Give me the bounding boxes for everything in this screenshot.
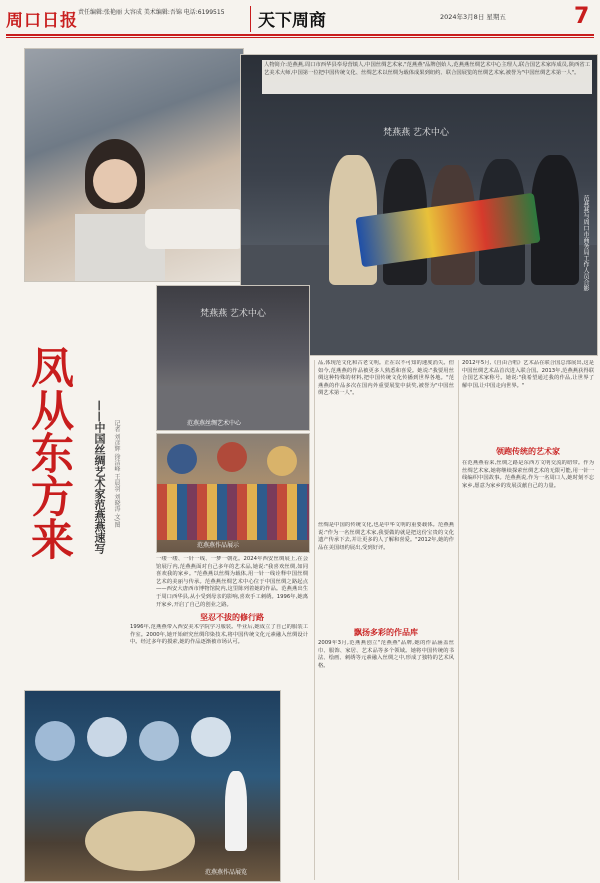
wall-logo: 梵燕燕 艺术中心 xyxy=(383,128,449,138)
body-column-c: 丝绸是中国的传统文化,也是中华文明的重要载体。范燕燕说:"作为一名丝绸艺术家,我要做的就是把这份宝贵的文化遗产传承下去,并让更多的人了解和喜爱。"2012年,她的作品在美国纽约展出,受到好评。 xyxy=(318,522,454,551)
body-column-b: 品,体现范文化和古老文明。正在以不可知的速度消失。但如今,范燕燕的作品被更多人熟悉和喜爱。她说:"我要用丝绸这种特殊的材料,把中国传统文化传播到世界各地。"范燕燕的作品多次在国内外重要展览中获奖,被誉为"中国丝绸艺术第一人"。 xyxy=(318,360,454,397)
body-column-f: 在范燕燕看来,丝绸之路是东西方文明交流的纽带。作为丝绸艺术家,她将继续探索丝绸艺术的无限可能,用一针一线编织中国故事。范燕燕说,作为一名周口人,她时刻不忘家乡,愿意为家乡的发展贡献自己的力量。 xyxy=(462,460,594,489)
column-divider-1 xyxy=(314,360,315,880)
body-column-e: 2012年5月,《自由合唱》艺术品在联合国总部展出,这是中国丝绸艺术品首次进入联合国。2013年,范燕燕获得联合国艺术家称号。她说:"我希望通过我的作品,让世界了解中国,让中国走向世界。" xyxy=(462,360,594,389)
article-headline: 凤从东方来 xyxy=(24,345,74,560)
photo-exhibition-hall xyxy=(24,690,281,882)
fan-decor-3 xyxy=(267,446,297,476)
scarf-rack xyxy=(157,484,309,540)
exhibit-plate-1 xyxy=(35,721,75,761)
header-divider xyxy=(250,6,251,32)
artist-face xyxy=(93,159,137,203)
artist-intro: 人物简介:范燕燕,周口市西华县奉母营镇人,中国丝绸艺术家,"范燕燕"品牌创始人,范燕燕丝绸艺术中心主理人,联合国艺术家库成员,陕西省工艺美术大师,中国第一位把中国传统文化、丝绸艺术以丝绸为载体成果到纽约、联合国展览的丝绸艺术家,被誉为"中国丝绸艺术第一人"。 xyxy=(262,60,592,94)
photo-caption-exhibition: 范燕燕作品展览 xyxy=(205,869,248,876)
photo-caption-gallery: 范燕燕丝绸艺术中心 xyxy=(187,420,242,427)
photo-gallery xyxy=(156,285,310,431)
exhibit-plate-4 xyxy=(191,717,231,757)
body-column-a: 一缕一缕、一针一线、一梦一朝花。2024年西安丝绸展上,在会馆展厅内,范燕燕面对自己多年的艺术品,她说:"我喜欢丝绸,如同喜欢我的家乡。"范燕燕以丝绸为载体,用一针一线诠释中国丝绸艺术的美丽与传承。范燕燕丝绸艺术中心位于中国丝绸之路起点——西安大唐西市博物馆院内,这里陈列着她的作品。范燕燕出生于周口西华县,从小受到母亲的影响,喜欢手工刺绣。1996年,她离开家乡,开启了自己的创业之路。 xyxy=(156,556,308,608)
article-byline: 记者 刘彦辉 徐洁峰 王晨羽 刘晓涛 文/图 xyxy=(113,420,120,528)
exhibit-floor-rug xyxy=(85,811,195,871)
section-head-3: 领跑传统的艺术家 xyxy=(496,447,560,456)
header-rule-thin xyxy=(6,37,594,38)
fan-decor-2 xyxy=(217,442,247,472)
section-head-1: 坚忍不拔的修行路 xyxy=(200,613,264,622)
editor-credits: 责任编辑:张艳丽 大容成 美术编辑:吾锦 电话:6199515 xyxy=(78,9,225,16)
article-subtitle: ——中国丝绸艺术家范燕燕速写 xyxy=(93,400,106,554)
fan-decor-1 xyxy=(167,444,197,474)
header-rule xyxy=(6,34,594,36)
newspaper-logo: 周口日报 xyxy=(6,11,78,31)
photo-artist-sewing xyxy=(24,48,244,282)
person-5 xyxy=(531,155,579,285)
column-divider-2 xyxy=(458,360,459,880)
exhibit-plate-2 xyxy=(87,717,127,757)
exhibit-plate-3 xyxy=(139,721,179,761)
gallery-wall-logo: 梵燕燕 艺术中心 xyxy=(200,309,266,319)
issue-date: 2024年3月8日 星期五 xyxy=(440,13,506,21)
photo-caption-fabric: 范燕燕作品展示 xyxy=(197,542,240,549)
photo-caption-top: 范燕燕与周口市商务局工作人员合影 xyxy=(582,195,589,291)
page-number: 7 xyxy=(574,4,590,29)
section-head-2: 飘扬多彩的作品库 xyxy=(354,628,418,637)
section-title: 天下周商 xyxy=(258,11,326,31)
sewing-machine xyxy=(145,209,243,249)
visitor-figure xyxy=(225,771,247,851)
body-column-a2: 1996年,范燕燕带入西安美术学院学习服装。毕业后,她成立了自己的服装工作室。2000年,她开始研究丝绸印染技术,将中国传统文化元素融入丝绸设计中。经过多年的摸索,她的作品逐渐被市场认可。 xyxy=(130,624,308,646)
body-column-d: 2009年3月,范燕燕创立"范燕燕"品牌,她的作品涵盖丝巾、服饰、家居、艺术品等多个领域。她将中国传统的书法、绘画、刺绣等元素融入丝绸之中,形成了独特的艺术风格。 xyxy=(318,640,454,669)
photo-fabric-display xyxy=(156,433,310,553)
